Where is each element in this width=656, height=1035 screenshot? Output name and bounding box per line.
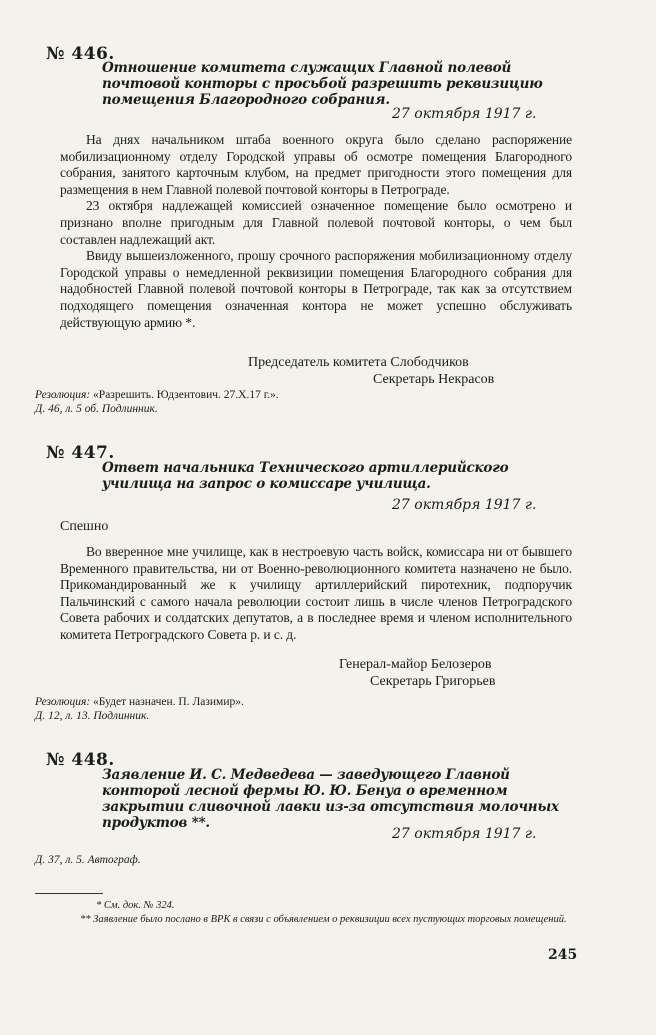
doc-447-paragraph: Во вверенное мне училище, как в нестроевую часть войск, комиссара ни от бывшего Временного правительства, ни от Военно-революционного комитета назначено не было. Прикомандированный же к училищу артиллерийский пиротехник, подпоручик Пальчинский с самого начала революции состоит лишь в числе членов Петроградского Совета рабочих и солдатских депутатов, а в последнее время и членом исполнительного комитета Петроградского Совета р. и с. д. [60, 544, 572, 642]
footnote-2: ** Заявление было послано в ВРК в связи с объявлением о реквизиции всех пустующих торговых помещений. [80, 914, 567, 925]
resolution-label: Резолюция: [35, 696, 91, 708]
doc-447-number: № 447. [46, 443, 115, 463]
doc-447-source: Д. 12, л. 13. Подлинник. [35, 710, 150, 722]
resolution-text: «Разрешить. Юдзентович. 27.X.17 г.». [93, 389, 279, 401]
doc-447-body [60, 544, 572, 644]
doc-446-body [60, 132, 572, 331]
doc-447-date: 27 октября 1917 г. [392, 497, 537, 513]
doc-447-urgent-mark: Спешно [60, 519, 109, 534]
doc-448-title: Заявление И. С. Медведева — заведующего Главной конторой лесной фермы Ю. Ю. Бенуа о временном закрытии сливочной лавки из-за отсутствия молочных продуктов **. [102, 767, 559, 831]
doc-447-signature-secretary: Секретарь Григорьев [370, 674, 496, 689]
doc-446-source: Д. 46, л. 5 об. Подлинник. [35, 403, 158, 415]
doc-446-signature-secretary: Секретарь Некрасов [373, 372, 495, 387]
footnote-divider [35, 893, 103, 894]
doc-447-title: Ответ начальника Технического артиллерийского училища на запрос о комиссаре училища. [102, 460, 509, 492]
doc-446-paragraph: 23 октября надлежащей комиссией означенное помещение было осмотрено и признано вполне пригодным для Главной полевой почтовой конторы, о чем был составлен надлежащий акт. [60, 198, 572, 247]
resolution-text: «Будет назначен. П. Лазимир». [93, 696, 244, 708]
page-number: 245 [548, 947, 578, 963]
doc-448-number: № 448. [46, 750, 115, 770]
doc-447-signature-general: Генерал-майор Белозеров [339, 657, 492, 672]
doc-447-resolution [35, 695, 244, 709]
resolution-label: Резолюция: [35, 389, 91, 401]
doc-446-date: 27 октября 1917 г. [392, 106, 537, 122]
doc-446-paragraph: Ввиду вышеизложенного, прошу срочного распоряжения мобилизационному отделу Городской управы о немедленной реквизиции помещения Благородного собрания для надобностей Главной полевой почтовой конторы в Петрограде, так как за отсутствием подходящего помещения означенная контора не может успешно обслуживать действующую армию *. [60, 248, 572, 330]
doc-446-resolution [35, 388, 279, 402]
doc-448-date: 27 октября 1917 г. [392, 826, 537, 842]
doc-448-source: Д. 37, л. 5. Автограф. [35, 854, 141, 866]
doc-446-number: № 446. [46, 44, 115, 64]
doc-446-title: Отношение комитета служащих Главной полевой почтовой конторы с просьбой разрешить реквизицию помещения Благородного собрания. [102, 60, 543, 108]
doc-446-paragraph: На днях начальником штаба военного округа было сделано распоряжение мобилизационному отделу Городской управы об осмотре помещения Благородного собрания, занятого карточным клубом, на предмет пригодности этого помещения для размещения в нем Главной полевой почтовой конторы в Петрограде. [60, 132, 572, 197]
footnote-1: * См. док. № 324. [96, 900, 175, 911]
doc-446-signature-chairman: Председатель комитета Слободчиков [248, 355, 469, 370]
